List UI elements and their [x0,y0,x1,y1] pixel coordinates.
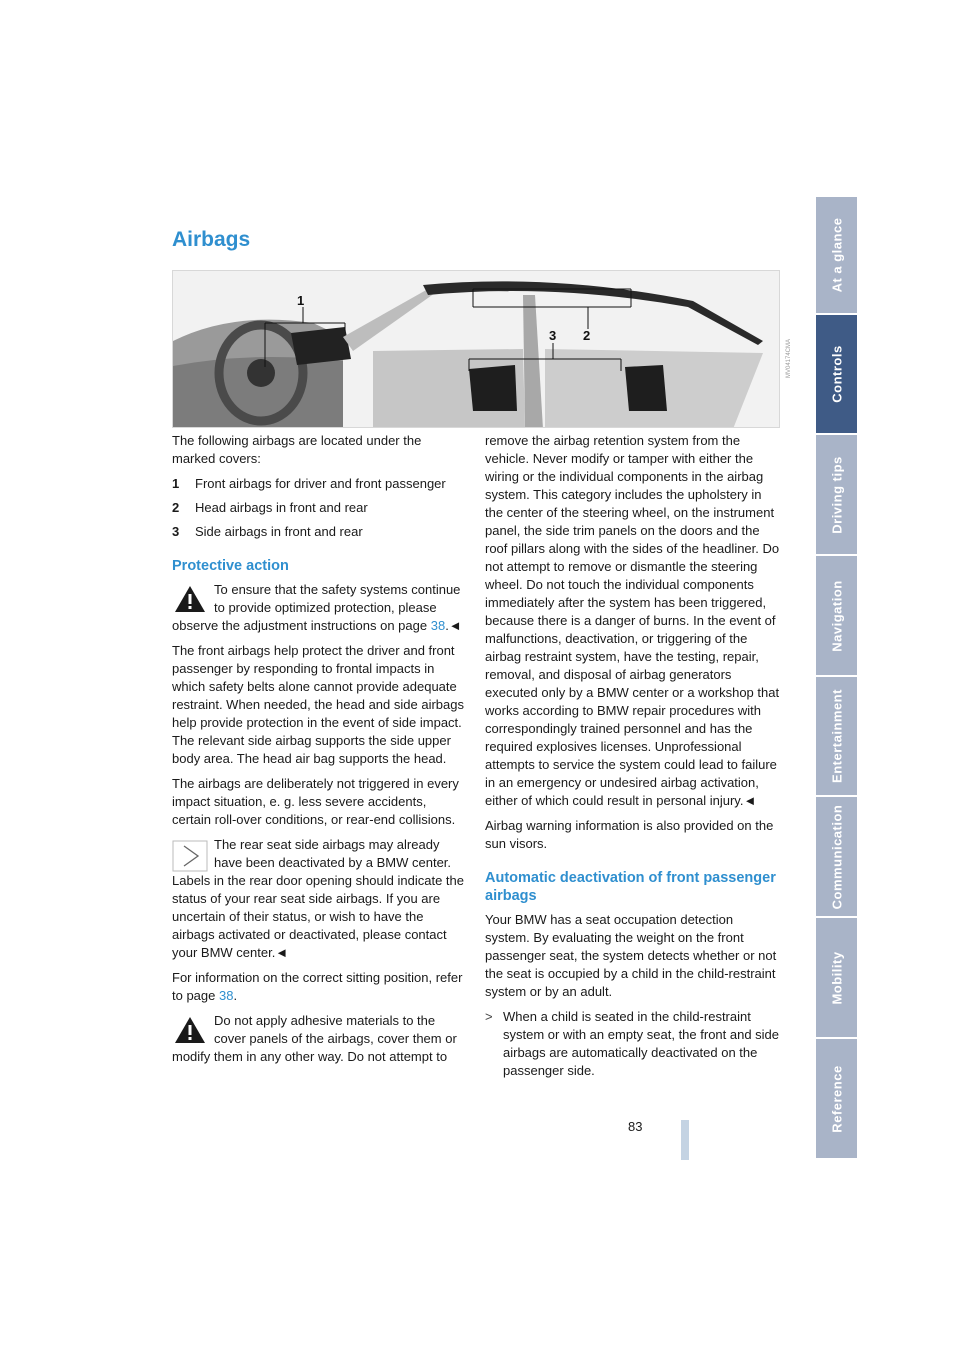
note-icon [172,840,208,872]
figure-code: MV04174CMA [786,338,792,378]
tab-at-a-glance[interactable] [816,197,857,315]
list-item-number: 1 [172,476,180,491]
paragraph-end: . [233,988,238,1003]
chapter-sidebar [816,197,857,1160]
tab-controls[interactable] [816,315,857,435]
tab-reference[interactable] [816,1039,857,1160]
figure-label-3: 3 [549,328,557,343]
tab-label: Reference [829,1064,844,1133]
tab-driving-tips[interactable] [816,435,857,556]
right-column [485,432,781,1080]
tab-label: Driving tips [829,455,844,534]
tab-label: Navigation [829,579,844,652]
bullet-item [485,1008,781,1080]
intro-text: The following airbags are located under the marked covers: [172,433,422,466]
warning-end-mark: .◄ [445,618,462,633]
list-item-text: Head airbags in front and rear [195,500,368,515]
list-item-number: 3 [172,524,180,539]
tab-label: At a glance [829,217,844,293]
warning-paragraph [172,1012,468,1066]
left-column [172,432,468,1073]
warning-continuation: remove the airbag retention system from the vehicle. Never modify or tamper with either the wiring or the individual components in the airbag system. This category includes the upholstery in the center of the steering wheel, on the instrument panel, the side trim panels on the doors and the roof pillars along with the sides of the headliner. Do not attempt to remove or dismantle the steering wheel. Do not touch the individual components immediately after the system has been triggered, because there is a danger of burns. In the event of malfunctions, deactivation, or triggering of the airbag restraint system, have the testing, repair, removal, and disposal of airbag generators executed only by a BMW center or a workshop that works according to BMW repair procedures with correspondingly trained personnel and has the required explosives licenses. Unprofessional attempts to service the system could lead to failure in an emergency or undesired airbag activation, either of which could result in personal injury.◄ [485,433,780,808]
page-reference-link[interactable]: 38 [219,988,234,1003]
warning-text: Do not apply adhesive materials to the cover panels of the airbags, cover them or modify them in any other way. Do not attempt to [172,1013,457,1064]
note-paragraph [172,836,468,962]
tab-mobility[interactable] [816,918,857,1039]
warning-paragraph [172,581,468,635]
tab-communication[interactable] [816,797,857,918]
list-item-number: 2 [172,500,180,515]
page-title: Airbags [172,228,251,251]
list-item [172,523,468,541]
tab-navigation[interactable] [816,556,857,677]
page-marker-bar [681,1120,689,1160]
list-item [172,499,468,517]
section-heading-automatic-deactivation: Automatic deactivation of front passenger airbags [485,870,776,904]
airbag-location-figure [172,270,780,428]
bullet-marker: > [485,1009,493,1024]
car-interior-illustration [173,271,780,428]
warning-triangle-icon [172,583,208,615]
list-item-text: Front airbags for driver and front passenger [195,476,446,491]
list-item [172,475,468,493]
figure-label-2: 2 [583,328,591,343]
protective-paragraph: The airbags are deliberately not triggered in every impact situation, e. g. less severe accidents, certain roll-over conditions, or rear-end collisions. [172,776,459,827]
paragraph-text: For information on the correct sitting position, refer to page [172,970,463,1003]
seat-detection-paragraph: Your BMW has a seat occupation detection system. By evaluating the weight on the front passenger seat, the system detects whether or not the seat is occupied by a child in the child-restraint system or by an adult. [485,912,777,999]
page-number: 83 [628,1119,643,1134]
sitting-position-paragraph [172,969,468,1005]
page-reference-link[interactable]: 38 [430,618,446,633]
bullet-text: When a child is seated in the child-restraint system or with an empty seat, the front and side airbags are automatically deactivated on the passenger side. [503,1009,780,1078]
tab-entertainment[interactable] [816,677,857,797]
tab-label: Communication [829,804,844,909]
section-heading-protective-action: Protective action [172,558,289,574]
figure-label-1: 1 [297,293,305,308]
tab-label: Mobility [829,950,844,1005]
footer-edition-note: Online Edition for Part-No. 01 41 0 158 518 - © 09/04 BMW AG [298,1168,662,1183]
note-text: The rear seat side airbags may already have been deactivated by a BMW center. Labels in the rear door opening should indicate the status of your rear seat side airbags. If you are uncertain of their status, or wish to have the airbags activated or deactivated, please contact your BMW center.◄ [172,837,464,960]
warning-text: To ensure that the safety systems continue to provide optimized protection, please observe the adjustment instructions on page [172,582,461,633]
tab-label: Entertainment [829,689,844,783]
tab-label: Controls [829,345,844,403]
list-item-text: Side airbags in front and rear [195,524,363,539]
protective-paragraph: The front airbags help protect the driver and front passenger by responding to frontal impacts in which safety belts alone cannot provide adequate restraint. When needed, the head and side airbags help provide protection in the event of side impact. The relevant side airbag supports the side upper body area. The head air bag supports the head. [172,643,464,766]
warning-triangle-icon [172,1014,208,1046]
sun-visor-paragraph: Airbag warning information is also provided on the sun visors. [485,818,774,851]
